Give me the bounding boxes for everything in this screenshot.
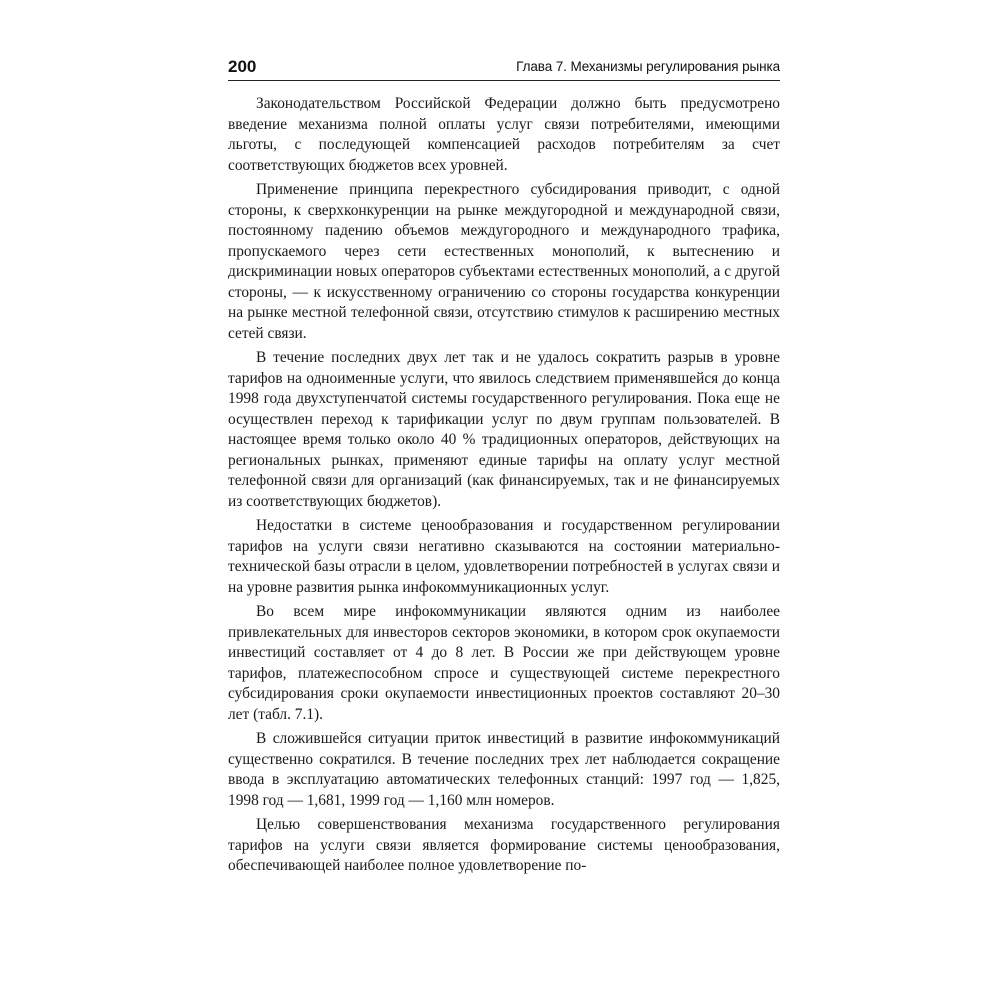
- running-head: Глава 7. Механизмы регулирования рынка: [516, 59, 780, 74]
- paragraph-2: Применение принципа перекрестного субсидирования приводит, с одной стороны, к сверхконкуренции на рынке междугородной и международной связи, постоянному падению объемов междугородного и международного трафика, пропускаемого через сети естественных монополий, к вытеснению и дискриминации новых операторов субъектами естественных монополий, а с другой стороны, — к искусственному ограничению со стороны государства конкуренции на рынке местной телефонной связи, отсутствию стимулов к расширению местных сетей связи.: [228, 181, 780, 342]
- body-text: [228, 94, 780, 877]
- paragraph-3: В течение последних двух лет так и не удалось сократить разрыв в уровне тарифов на одноименные услуги, что явилось следствием применявшейся до конца 1998 года двухступенчатой системы государственного регулирования. Пока еще не осуществлен переход к тарификации услуг по двум группам пользователей. В настоящее время только около 40 % традиционных операторов, действующих на региональных рынках, применяют единые тарифы на оплату услуг местной телефонной связи для организаций (как финансируемых, так и не финансируемых из соответствующих бюджетов).: [228, 349, 780, 510]
- book-page: [228, 58, 780, 881]
- page-number: 200: [228, 57, 257, 76]
- paragraph-4: Недостатки в системе ценообразования и государственном регулировании тарифов на услуги связи негативно сказываются на состоянии материально-технической базы отрасли в целом, удовлетворении потребностей в услугах связи и на уровне развития рынка инфокоммуникационных услуг.: [228, 517, 780, 596]
- paragraph-7: Целью совершенствования механизма государственного регулирования тарифов на услуги связи является формирование системы ценообразования, обеспечивающей наиболее полное удовлетворение по-: [228, 816, 780, 874]
- paragraph-6: В сложившейся ситуации приток инвестиций в развитие инфокоммуникаций существенно сократился. В течение последних трех лет наблюдается сокращение ввода в эксплуатацию автоматических телефонных станций: 1997 год — 1,825, 1998 год — 1,681, 1999 год — 1,160 млн номеров.: [228, 730, 780, 809]
- page-header: [228, 58, 780, 81]
- paragraph-1: Законодательством Российской Федерации должно быть предусмотрено введение механизма полной оплаты услуг связи потребителями, имеющими льготы, с последующей компенсацией расходов потребителям за счет соответствующих бюджетов всех уровней.: [228, 95, 780, 174]
- paragraph-5: Во всем мире инфокоммуникации являются одним из наиболее привлекательных для инвесторов секторов экономики, в котором срок окупаемости инвестиций составляет от 4 до 8 лет. В России же при действующем уровне тарифов, платежеспособном спросе и существующей системе перекрестного субсидирования сроки окупаемости инвестиционных проектов составляют 20–30 лет (табл. 7.1).: [228, 603, 780, 723]
